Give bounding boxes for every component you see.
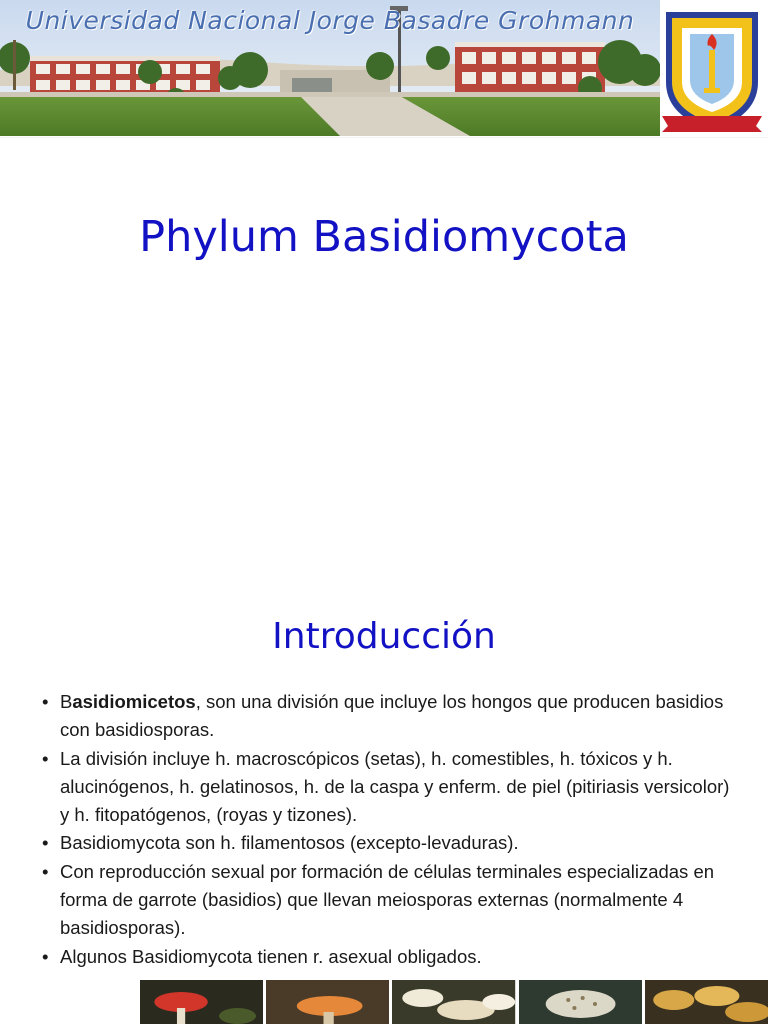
red-mushroom-photo [140, 980, 263, 1024]
bullet-text: Basidiomycota son h. filamentosos (excepto-levaduras). [60, 832, 519, 854]
slide-title: Phylum Basidiomycota [139, 212, 629, 262]
intro-slide [0, 576, 768, 1024]
bullet-text: , son una división que incluye los hongos que producen basidios con basidiosporas. [60, 691, 724, 741]
university-logo [658, 4, 766, 134]
white-mushroom-cluster-photo [392, 980, 515, 1024]
university-name: Universidad Nacional Jorge Basadre Grohmann [25, 6, 635, 35]
bullet-item [42, 943, 742, 971]
bullet-lead: B [60, 691, 73, 712]
bullet-text: Algunos Basidiomycota tienen r. asexual obligados. [60, 945, 482, 967]
yellow-mushroom-cluster-photo [645, 980, 768, 1024]
bullet-list [42, 688, 742, 971]
intro-heading: Introducción [272, 616, 496, 657]
mushroom-photo-strip [140, 980, 768, 1024]
bullet-text: La división incluye h. macroscópicos (setas), h. comestibles, h. tóxicos y h. alucinógenos, h. gelatinosos, h. de la caspa y enferm. de piel (pitiriasis versicolor) y h. fitopatógenos, (royas y tizones). [60, 747, 730, 826]
banner-divider [0, 137, 768, 138]
campus-banner [0, 0, 660, 136]
bullet-item [42, 688, 742, 745]
orange-mushroom-photo [266, 980, 389, 1024]
bullet-item [42, 745, 742, 830]
university-crest-icon [658, 4, 766, 134]
bullet-item [42, 858, 742, 943]
bullet-item [42, 829, 742, 857]
bullet-bold-term: asidiomicetos [72, 691, 196, 712]
bullet-text: Con reproducción sexual por formación de células terminales especializadas en forma de garrote (basidios) que llevan meiosporas externas (normalmente 4 basidiosporas). [60, 860, 715, 939]
spotted-mushroom-photo [519, 980, 642, 1024]
